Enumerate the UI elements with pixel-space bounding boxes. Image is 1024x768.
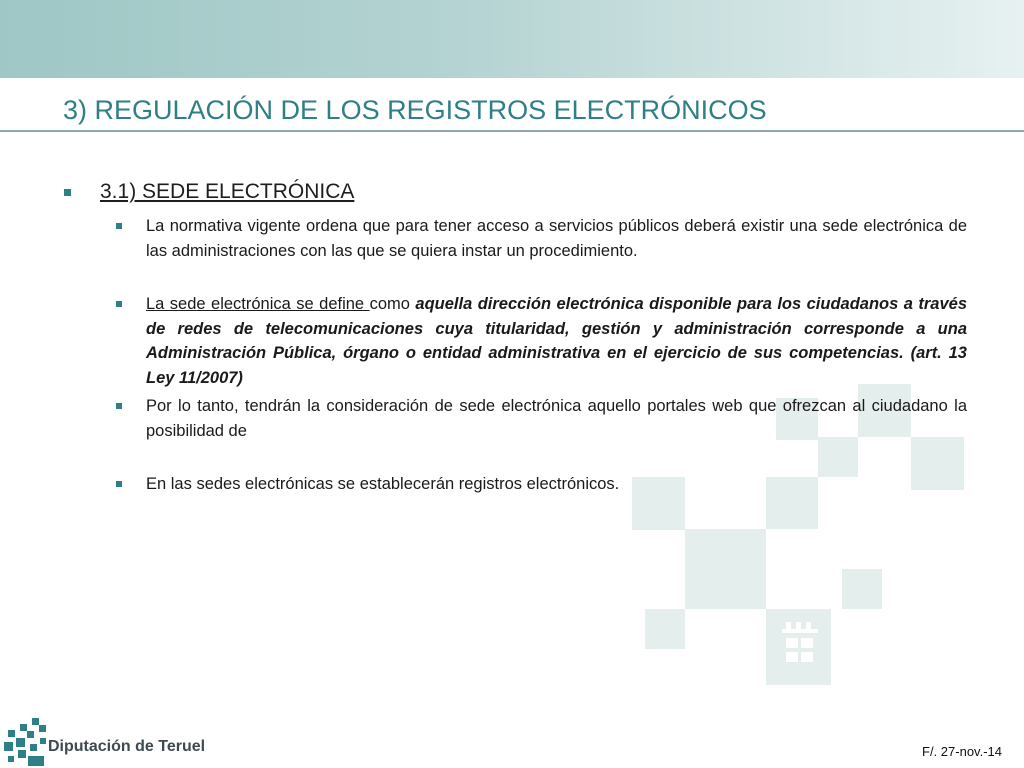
section-heading: 3.1) SEDE ELECTRÓNICA [100, 180, 355, 203]
paragraph-registros [146, 472, 967, 497]
slide-title: 3) REGULACIÓN DE LOS REGISTROS ELECTRÓNICOS [63, 95, 767, 125]
paragraph-definicion [146, 292, 967, 390]
square-bullet-icon [116, 481, 122, 487]
paragraph-text: En las sedes electrónicas se establecerán registros electrónicos. [146, 475, 620, 493]
square-bullet-icon [64, 189, 71, 196]
square-bullet-icon [116, 403, 122, 409]
definition-bold-text: aquella dirección electrónica disponible para los ciudadanos a través de redes de telecomunicaciones cuya titularidad, gestión y administración corresponde a una Administración Pública, órgano o entidad administrativa en el ejercicio de sus competencias. (art. 13 Ley 11/2007) [146, 295, 968, 387]
definition-underlined-text: La sede electrónica se define [146, 295, 370, 313]
square-bullet-icon [116, 223, 122, 229]
paragraph-portales [146, 394, 967, 443]
slide-content [62, 180, 967, 497]
paragraph-text: La normativa vigente ordena que para tener acceso a servicios públicos deberá existir una sede electrónica de las administraciones con las que se quiera instar un procedimiento. [146, 217, 967, 260]
definition-plain-text: como [369, 295, 416, 313]
paragraph-normativa [146, 214, 967, 263]
organization-name: Diputación de Teruel [48, 738, 206, 755]
footer-date: F/. 27-nov.-14 [922, 744, 1002, 759]
square-bullet-icon [116, 301, 122, 307]
section-bullet [62, 180, 967, 204]
paragraph-text: Por lo tanto, tendrán la consideración de sede electrónica aquello portales web que ofrezcan al ciudadano la posibilidad de [146, 397, 967, 440]
